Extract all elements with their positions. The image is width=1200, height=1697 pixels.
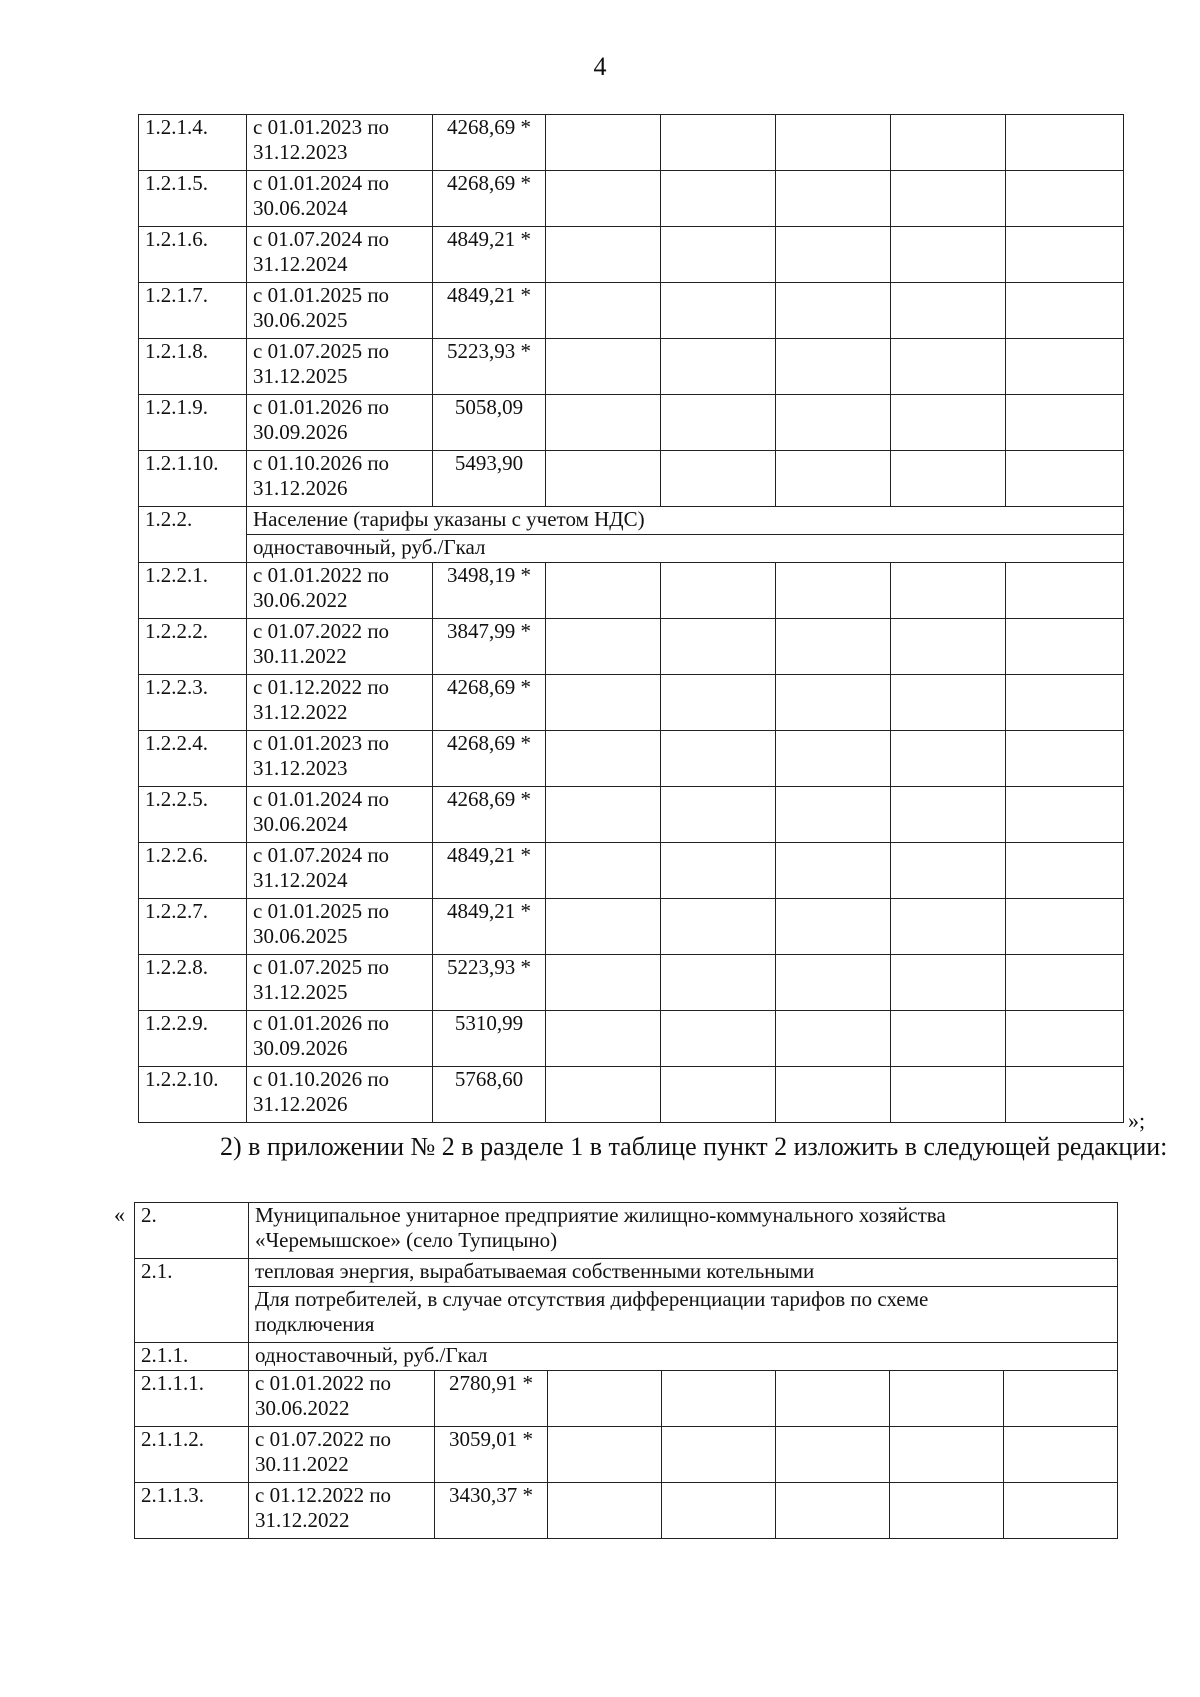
period-line-2: 31.12.2025 <box>253 980 348 1004</box>
row-value: 3847,99 * <box>433 619 546 675</box>
row-code: 1.2.2.10. <box>139 1067 247 1123</box>
empty-cell <box>661 227 776 283</box>
row-value: 4268,69 * <box>433 787 546 843</box>
empty-cell <box>662 1483 776 1539</box>
row-value: 4849,21 * <box>433 283 546 339</box>
period-line-1: с 01.01.2026 по <box>253 1011 390 1035</box>
tariff-table-1 <box>138 114 1124 1123</box>
empty-cell <box>546 1067 661 1123</box>
empty-cell <box>546 619 661 675</box>
empty-cell <box>546 395 661 451</box>
empty-cell <box>891 1011 1006 1067</box>
empty-cell <box>546 843 661 899</box>
empty-cell <box>1006 283 1124 339</box>
period-line-2: 30.06.2025 <box>253 308 348 332</box>
empty-cell <box>1006 227 1124 283</box>
table-row <box>139 675 1124 731</box>
tariff-table-2 <box>134 1202 1118 1539</box>
empty-cell <box>776 451 891 507</box>
period-line-1: с 01.01.2024 по <box>253 787 390 811</box>
period-line-2: 31.12.2022 <box>255 1508 350 1532</box>
row-period <box>247 115 433 171</box>
row-value: 3430,37 * <box>435 1483 548 1539</box>
empty-cell <box>891 899 1006 955</box>
empty-cell <box>661 843 776 899</box>
empty-cell <box>661 395 776 451</box>
row-period <box>249 1371 435 1427</box>
period-line-2: 31.12.2026 <box>253 476 348 500</box>
period-line-1: с 01.12.2022 по <box>253 675 390 699</box>
period-line-1: с 01.01.2025 по <box>253 899 390 923</box>
row-code: 1.2.2.7. <box>139 899 247 955</box>
empty-cell <box>890 1371 1004 1427</box>
table-row <box>139 563 1124 619</box>
row-value: 4849,21 * <box>433 899 546 955</box>
period-line-2: 31.12.2024 <box>253 868 348 892</box>
empty-cell <box>1006 731 1124 787</box>
table-row <box>135 1427 1118 1483</box>
instruction-paragraph: 2) в приложении № 2 в разделе 1 в таблице пункт 2 изложить в следующей редакции: <box>220 1132 1168 1161</box>
empty-cell <box>776 171 891 227</box>
period-line-1: с 01.07.2025 по <box>253 955 390 979</box>
empty-cell <box>776 899 891 955</box>
row-period <box>249 1427 435 1483</box>
empty-cell <box>546 171 661 227</box>
row-period <box>247 955 433 1011</box>
table-row <box>139 115 1124 171</box>
empty-cell <box>891 339 1006 395</box>
period-line-2: 30.09.2026 <box>253 420 348 444</box>
empty-cell <box>891 563 1006 619</box>
row-value: 5768,60 <box>433 1067 546 1123</box>
empty-cell <box>776 1483 890 1539</box>
empty-cell <box>1004 1371 1118 1427</box>
empty-cell <box>662 1371 776 1427</box>
empty-cell <box>546 563 661 619</box>
empty-cell <box>776 563 891 619</box>
empty-cell <box>776 731 891 787</box>
row-code: 1.2.2.1. <box>139 563 247 619</box>
empty-cell <box>1006 395 1124 451</box>
row-period <box>247 283 433 339</box>
row-period <box>247 1011 433 1067</box>
row-value: 5310,99 <box>433 1011 546 1067</box>
row-value: 3498,19 * <box>433 563 546 619</box>
empty-cell <box>546 115 661 171</box>
table-row <box>139 955 1124 1011</box>
period-line-2: 31.12.2023 <box>253 756 348 780</box>
period-line-1: с 01.07.2022 по <box>253 619 390 643</box>
table-row <box>139 787 1124 843</box>
empty-cell <box>1006 899 1124 955</box>
empty-cell <box>1006 619 1124 675</box>
empty-cell <box>890 1427 1004 1483</box>
empty-cell <box>548 1483 662 1539</box>
empty-cell <box>1004 1427 1118 1483</box>
row-period <box>247 395 433 451</box>
empty-cell <box>1006 1011 1124 1067</box>
empty-cell <box>661 115 776 171</box>
row-period <box>247 731 433 787</box>
row-code: 1.2.1.10. <box>139 451 247 507</box>
period-line-1: с 01.07.2024 по <box>253 227 390 251</box>
period-line-2: 31.12.2022 <box>253 700 348 724</box>
row-period <box>247 787 433 843</box>
period-line-2: 30.11.2022 <box>253 644 347 668</box>
rate-type: одноставочный, руб./Гкал <box>249 1343 1118 1371</box>
period-line-2: 31.12.2024 <box>253 252 348 276</box>
period-line-1: с 01.07.2025 по <box>253 339 390 363</box>
row-value: 4268,69 * <box>433 675 546 731</box>
section-subtitle: одноставочный, руб./Гкал <box>247 535 1124 563</box>
empty-cell <box>776 1011 891 1067</box>
empty-cell <box>661 619 776 675</box>
row-code: 1.2.2.2. <box>139 619 247 675</box>
empty-cell <box>1006 955 1124 1011</box>
empty-cell <box>891 1067 1006 1123</box>
table-row <box>139 1067 1124 1123</box>
row-period <box>247 675 433 731</box>
empty-cell <box>891 171 1006 227</box>
table-row <box>139 731 1124 787</box>
period-line-1: с 01.01.2025 по <box>253 283 390 307</box>
period-line-2: 30.06.2025 <box>253 924 348 948</box>
row-period <box>247 843 433 899</box>
period-line-1: с 01.01.2023 по <box>253 731 390 755</box>
empty-cell <box>546 451 661 507</box>
period-line-2: 30.06.2024 <box>253 196 348 220</box>
empty-cell <box>662 1427 776 1483</box>
period-line-2: 30.06.2022 <box>253 588 348 612</box>
empty-cell <box>661 731 776 787</box>
empty-cell <box>891 451 1006 507</box>
empty-cell <box>546 283 661 339</box>
row-period <box>247 899 433 955</box>
empty-cell <box>546 955 661 1011</box>
row-code: 1.2.2.5. <box>139 787 247 843</box>
empty-cell <box>1006 787 1124 843</box>
row-value: 5493,90 <box>433 451 546 507</box>
table-row <box>135 1371 1118 1427</box>
period-line-2: 31.12.2023 <box>253 140 348 164</box>
row-code: 1.2.1.4. <box>139 115 247 171</box>
empty-cell <box>1004 1483 1118 1539</box>
row-value: 2780,91 * <box>435 1371 548 1427</box>
period-line-2: 30.11.2022 <box>255 1452 349 1476</box>
empty-cell <box>891 115 1006 171</box>
row-value: 4268,69 * <box>433 115 546 171</box>
empty-cell <box>776 1427 890 1483</box>
table-row <box>139 339 1124 395</box>
table-row <box>139 171 1124 227</box>
empty-cell <box>890 1483 1004 1539</box>
empty-cell <box>891 731 1006 787</box>
empty-cell <box>776 339 891 395</box>
empty-cell <box>546 227 661 283</box>
period-line-2: 30.09.2026 <box>253 1036 348 1060</box>
period-line-1: с 01.07.2022 по <box>255 1427 392 1451</box>
row-period <box>249 1483 435 1539</box>
empty-cell <box>661 1011 776 1067</box>
empty-cell <box>776 395 891 451</box>
row-period <box>247 171 433 227</box>
empty-cell <box>891 283 1006 339</box>
row-value: 5223,93 * <box>433 339 546 395</box>
row-code: 1.2.1.7. <box>139 283 247 339</box>
row-period <box>247 451 433 507</box>
period-line-1: с 01.12.2022 по <box>255 1483 392 1507</box>
empty-cell <box>776 227 891 283</box>
table-row <box>139 395 1124 451</box>
empty-cell <box>1006 339 1124 395</box>
empty-cell <box>546 787 661 843</box>
empty-cell <box>661 955 776 1011</box>
consumer-note-line-2: подключения <box>255 1312 375 1336</box>
period-line-1: с 01.01.2024 по <box>253 171 390 195</box>
section-code: 1.2.2. <box>139 507 247 563</box>
row-period <box>247 563 433 619</box>
period-line-1: с 01.01.2023 по <box>253 115 390 139</box>
empty-cell <box>546 1011 661 1067</box>
row-code: 1.2.1.5. <box>139 171 247 227</box>
rate-code: 2.1.1. <box>135 1343 249 1371</box>
row-code: 1.2.2.3. <box>139 675 247 731</box>
empty-cell <box>891 395 1006 451</box>
empty-cell <box>776 675 891 731</box>
org-name <box>249 1203 1118 1259</box>
empty-cell <box>661 339 776 395</box>
empty-cell <box>661 787 776 843</box>
table-row <box>139 619 1124 675</box>
period-line-1: с 01.01.2022 по <box>253 563 390 587</box>
row-value: 4268,69 * <box>433 171 546 227</box>
empty-cell <box>661 899 776 955</box>
empty-cell <box>891 227 1006 283</box>
period-line-2: 31.12.2026 <box>253 1092 348 1116</box>
row-period <box>247 227 433 283</box>
row-code: 1.2.2.8. <box>139 955 247 1011</box>
empty-cell <box>661 283 776 339</box>
empty-cell <box>1006 171 1124 227</box>
empty-cell <box>661 1067 776 1123</box>
row-value: 4849,21 * <box>433 227 546 283</box>
row-value: 3059,01 * <box>435 1427 548 1483</box>
org-code: 2. <box>135 1203 249 1259</box>
table-row <box>139 843 1124 899</box>
empty-cell <box>548 1371 662 1427</box>
empty-cell <box>1006 563 1124 619</box>
row-code: 2.1.1.2. <box>135 1427 249 1483</box>
closing-quote: »; <box>1128 1108 1146 1133</box>
empty-cell <box>1006 843 1124 899</box>
section-title: Население (тарифы указаны с учетом НДС) <box>247 507 1124 535</box>
empty-cell <box>1006 675 1124 731</box>
table-row <box>139 227 1124 283</box>
empty-cell <box>776 619 891 675</box>
row-period <box>247 1067 433 1123</box>
consumer-note <box>249 1287 1118 1343</box>
row-code: 2.1.1.3. <box>135 1483 249 1539</box>
row-value: 5223,93 * <box>433 955 546 1011</box>
period-line-1: с 01.10.2026 по <box>253 1067 390 1091</box>
empty-cell <box>776 115 891 171</box>
empty-cell <box>776 843 891 899</box>
period-line-1: с 01.01.2022 по <box>255 1371 392 1395</box>
empty-cell <box>776 955 891 1011</box>
org-name-line-1: Муниципальное унитарное предприятие жилищно-коммунального хозяйства <box>255 1203 946 1227</box>
page-number: 4 <box>593 52 607 81</box>
sub-code: 2.1. <box>135 1259 249 1343</box>
empty-cell <box>891 955 1006 1011</box>
row-value: 5058,09 <box>433 395 546 451</box>
row-code: 1.2.2.4. <box>139 731 247 787</box>
empty-cell <box>891 843 1006 899</box>
row-code: 1.2.1.8. <box>139 339 247 395</box>
empty-cell <box>546 731 661 787</box>
empty-cell <box>1006 451 1124 507</box>
table-row <box>139 1011 1124 1067</box>
row-code: 2.1.1.1. <box>135 1371 249 1427</box>
period-line-2: 30.06.2022 <box>255 1396 350 1420</box>
empty-cell <box>891 619 1006 675</box>
row-code: 1.2.2.6. <box>139 843 247 899</box>
row-code: 1.2.1.9. <box>139 395 247 451</box>
table-row <box>139 283 1124 339</box>
empty-cell <box>548 1427 662 1483</box>
empty-cell <box>1006 1067 1124 1123</box>
empty-cell <box>546 675 661 731</box>
period-line-1: с 01.01.2026 по <box>253 395 390 419</box>
consumer-note-line-1: Для потребителей, в случае отсутствия дифференциации тарифов по схеме <box>255 1287 929 1311</box>
period-line-1: с 01.07.2024 по <box>253 843 390 867</box>
period-line-1: с 01.10.2026 по <box>253 451 390 475</box>
period-line-2: 31.12.2025 <box>253 364 348 388</box>
table-row <box>135 1483 1118 1539</box>
empty-cell <box>776 787 891 843</box>
empty-cell <box>776 1371 890 1427</box>
org-name-line-2: «Черемышское» (село Тупицыно) <box>255 1228 558 1252</box>
table-row <box>139 451 1124 507</box>
row-value: 4268,69 * <box>433 731 546 787</box>
sub-title: тепловая энергия, вырабатываемая собственными котельными <box>249 1259 1118 1287</box>
period-line-2: 30.06.2024 <box>253 812 348 836</box>
empty-cell <box>891 787 1006 843</box>
empty-cell <box>1006 115 1124 171</box>
empty-cell <box>661 675 776 731</box>
empty-cell <box>546 899 661 955</box>
empty-cell <box>776 1067 891 1123</box>
empty-cell <box>546 339 661 395</box>
empty-cell <box>661 171 776 227</box>
row-code: 1.2.2.9. <box>139 1011 247 1067</box>
row-period <box>247 339 433 395</box>
empty-cell <box>661 563 776 619</box>
table-row <box>139 899 1124 955</box>
row-value: 4849,21 * <box>433 843 546 899</box>
row-period <box>247 619 433 675</box>
empty-cell <box>891 675 1006 731</box>
empty-cell <box>661 451 776 507</box>
opening-quote: « <box>114 1202 125 1227</box>
row-code: 1.2.1.6. <box>139 227 247 283</box>
empty-cell <box>776 283 891 339</box>
